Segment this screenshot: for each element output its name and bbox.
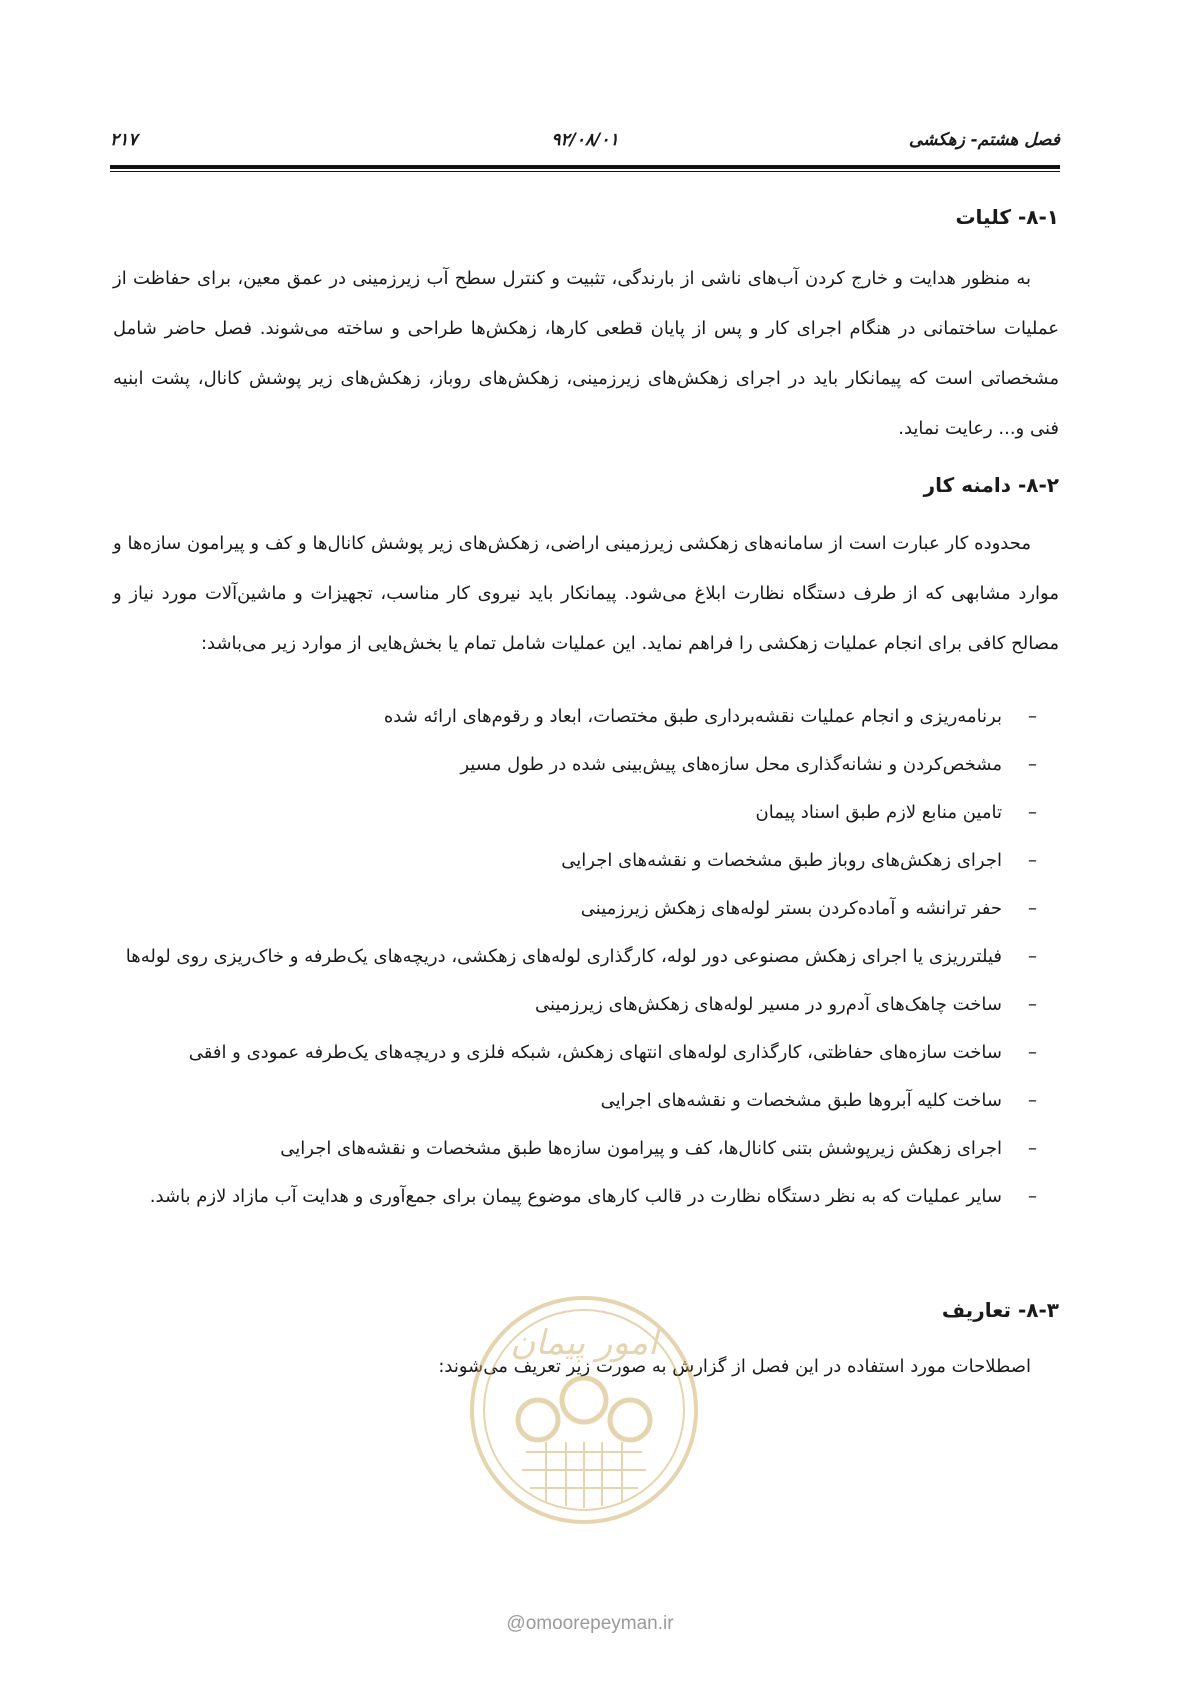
list-item bbox=[113, 1029, 1059, 1077]
list-item bbox=[113, 837, 1059, 885]
header-rule-thin bbox=[110, 171, 1060, 172]
list-item bbox=[113, 885, 1059, 933]
list-dash: – bbox=[1028, 850, 1037, 871]
list-item-text: سایر عملیات که به نظر دستگاه نظارت در قالب کارهای موضوع پیمان برای جمع‌آوری و هدایت آب مازاد لازم باشد. bbox=[149, 1186, 1002, 1207]
list-item bbox=[113, 933, 1059, 981]
chapter-title: فصل هشتم- زهکشی bbox=[908, 130, 1060, 150]
section-paragraph: به منظور هدایت و خارج کردن آب‌های ناشی از بارندگی، تثبیت و کنترل سطح آب زیرزمینی در عمق معین، برای حفاظت از عملیات ساختمانی در هنگام اجرای کار و پس از پایان قطعی کارها، زهکش‌ها طراحی و ساخته می‌شوند. فصل حاضر شامل مشخصاتی است که پیمانکار باید در اجرای زهکش‌های زیرزمینی، زهکش‌های روباز، زهکش‌های زیر پوشش کانال، پشت ابنیه فنی و... رعایت نماید. bbox=[113, 268, 1059, 439]
section-title-scope: ۸-۲- دامنه کار bbox=[923, 473, 1059, 497]
section-paragraph: محدوده کار عبارت است از سامانه‌های زهکشی زیرزمینی اراضی، زهکش‌های زیر پوشش کانال‌ها و کف و پیرامون سازه‌ها و موارد مشابهی که از طرف دستگاه نظارت ابلاغ می‌شود. پیمانکار باید نیروی کار مناسب، تجهیزات و ماشین‌آلات مورد نیاز و مصالح کافی برای انجام عملیات زهکشی را فراهم نماید. این عملیات شامل تمام یا بخش‌هایی از موارد زیر می‌باشد: bbox=[113, 533, 1059, 654]
list-item bbox=[113, 741, 1059, 789]
watermark-site: @omoorepeyman.ir bbox=[506, 1613, 674, 1634]
list-dash: – bbox=[1028, 754, 1037, 775]
list-dash: – bbox=[1028, 1090, 1037, 1111]
svg-text:امور پیمان: امور پیمان bbox=[510, 1323, 658, 1363]
section-title-definitions: ۸-۳- تعاریف bbox=[941, 1298, 1059, 1322]
section-title-generalities: ۸-۱- کلیات bbox=[955, 205, 1059, 229]
list-item-text: ساخت چاهک‌های آدم‌رو در مسیر لوله‌های زهکش‌های زیرزمینی bbox=[535, 994, 1002, 1015]
list-item bbox=[113, 789, 1059, 837]
list-item-text: اجرای زهکش زیرپوشش بتنی کانال‌ها، کف و پیرامون سازه‌ها طبق مشخصات و نقشه‌های اجرایی bbox=[280, 1138, 1002, 1159]
list-item bbox=[113, 1125, 1059, 1173]
header-date: ۹۲/۰۸/۰۱ bbox=[551, 130, 619, 150]
list-item-text: ساخت سازه‌های حفاظتی، کارگذاری لوله‌های انتهای زهکش، شبکه فلزی و دریچه‌های یک‌طرفه عمودی و افقی bbox=[188, 1042, 1002, 1063]
section-paragraph: اصطلاحات مورد استفاده در این فصل از گزارش به صورت زیر تعریف می‌شوند: bbox=[438, 1356, 1031, 1377]
scope-list bbox=[113, 693, 1059, 1221]
page-header bbox=[110, 130, 1060, 152]
list-item-text: فیلترریزی یا اجرای زهکش مصنوعی دور لوله، کارگذاری لوله‌های زهکشی، دریچه‌های یک‌طرفه و خاک‌ریزی روی لوله‌ها bbox=[125, 946, 1002, 967]
list-item bbox=[113, 981, 1059, 1029]
list-item-text: اجرای زهکش‌های روباز طبق مشخصات و نقشه‌های اجرایی bbox=[561, 850, 1002, 871]
list-item bbox=[113, 1077, 1059, 1125]
list-dash: – bbox=[1028, 1138, 1037, 1159]
list-dash: – bbox=[1028, 802, 1037, 823]
list-item bbox=[113, 693, 1059, 741]
watermark-logo bbox=[466, 1292, 702, 1528]
list-dash: – bbox=[1028, 994, 1037, 1015]
list-dash: – bbox=[1028, 1186, 1037, 1207]
list-item-text: حفر ترانشه و آماده‌کردن بستر لوله‌های زهکش زیرزمینی bbox=[580, 898, 1002, 919]
list-dash: – bbox=[1028, 898, 1037, 919]
list-dash: – bbox=[1028, 1042, 1037, 1063]
list-item-text: ساخت کلیه آبروها طبق مشخصات و نقشه‌های اجرایی bbox=[600, 1090, 1002, 1111]
list-dash: – bbox=[1028, 706, 1037, 727]
list-dash: – bbox=[1028, 946, 1037, 967]
page-number: ۲۱۷ bbox=[110, 130, 138, 150]
header-rule-thick bbox=[110, 165, 1060, 169]
list-item-text: مشخص‌کردن و نشانه‌گذاری محل سازه‌های پیش‌بینی شده در طول مسیر bbox=[460, 754, 1002, 775]
list-item bbox=[113, 1173, 1059, 1221]
list-item-text: تامین منابع لازم طبق اسناد پیمان bbox=[755, 802, 1002, 823]
list-item-text: برنامه‌ریزی و انجام عملیات نقشه‌برداری طبق مختصات، ابعاد و رقوم‌های ارائه شده bbox=[383, 706, 1002, 727]
